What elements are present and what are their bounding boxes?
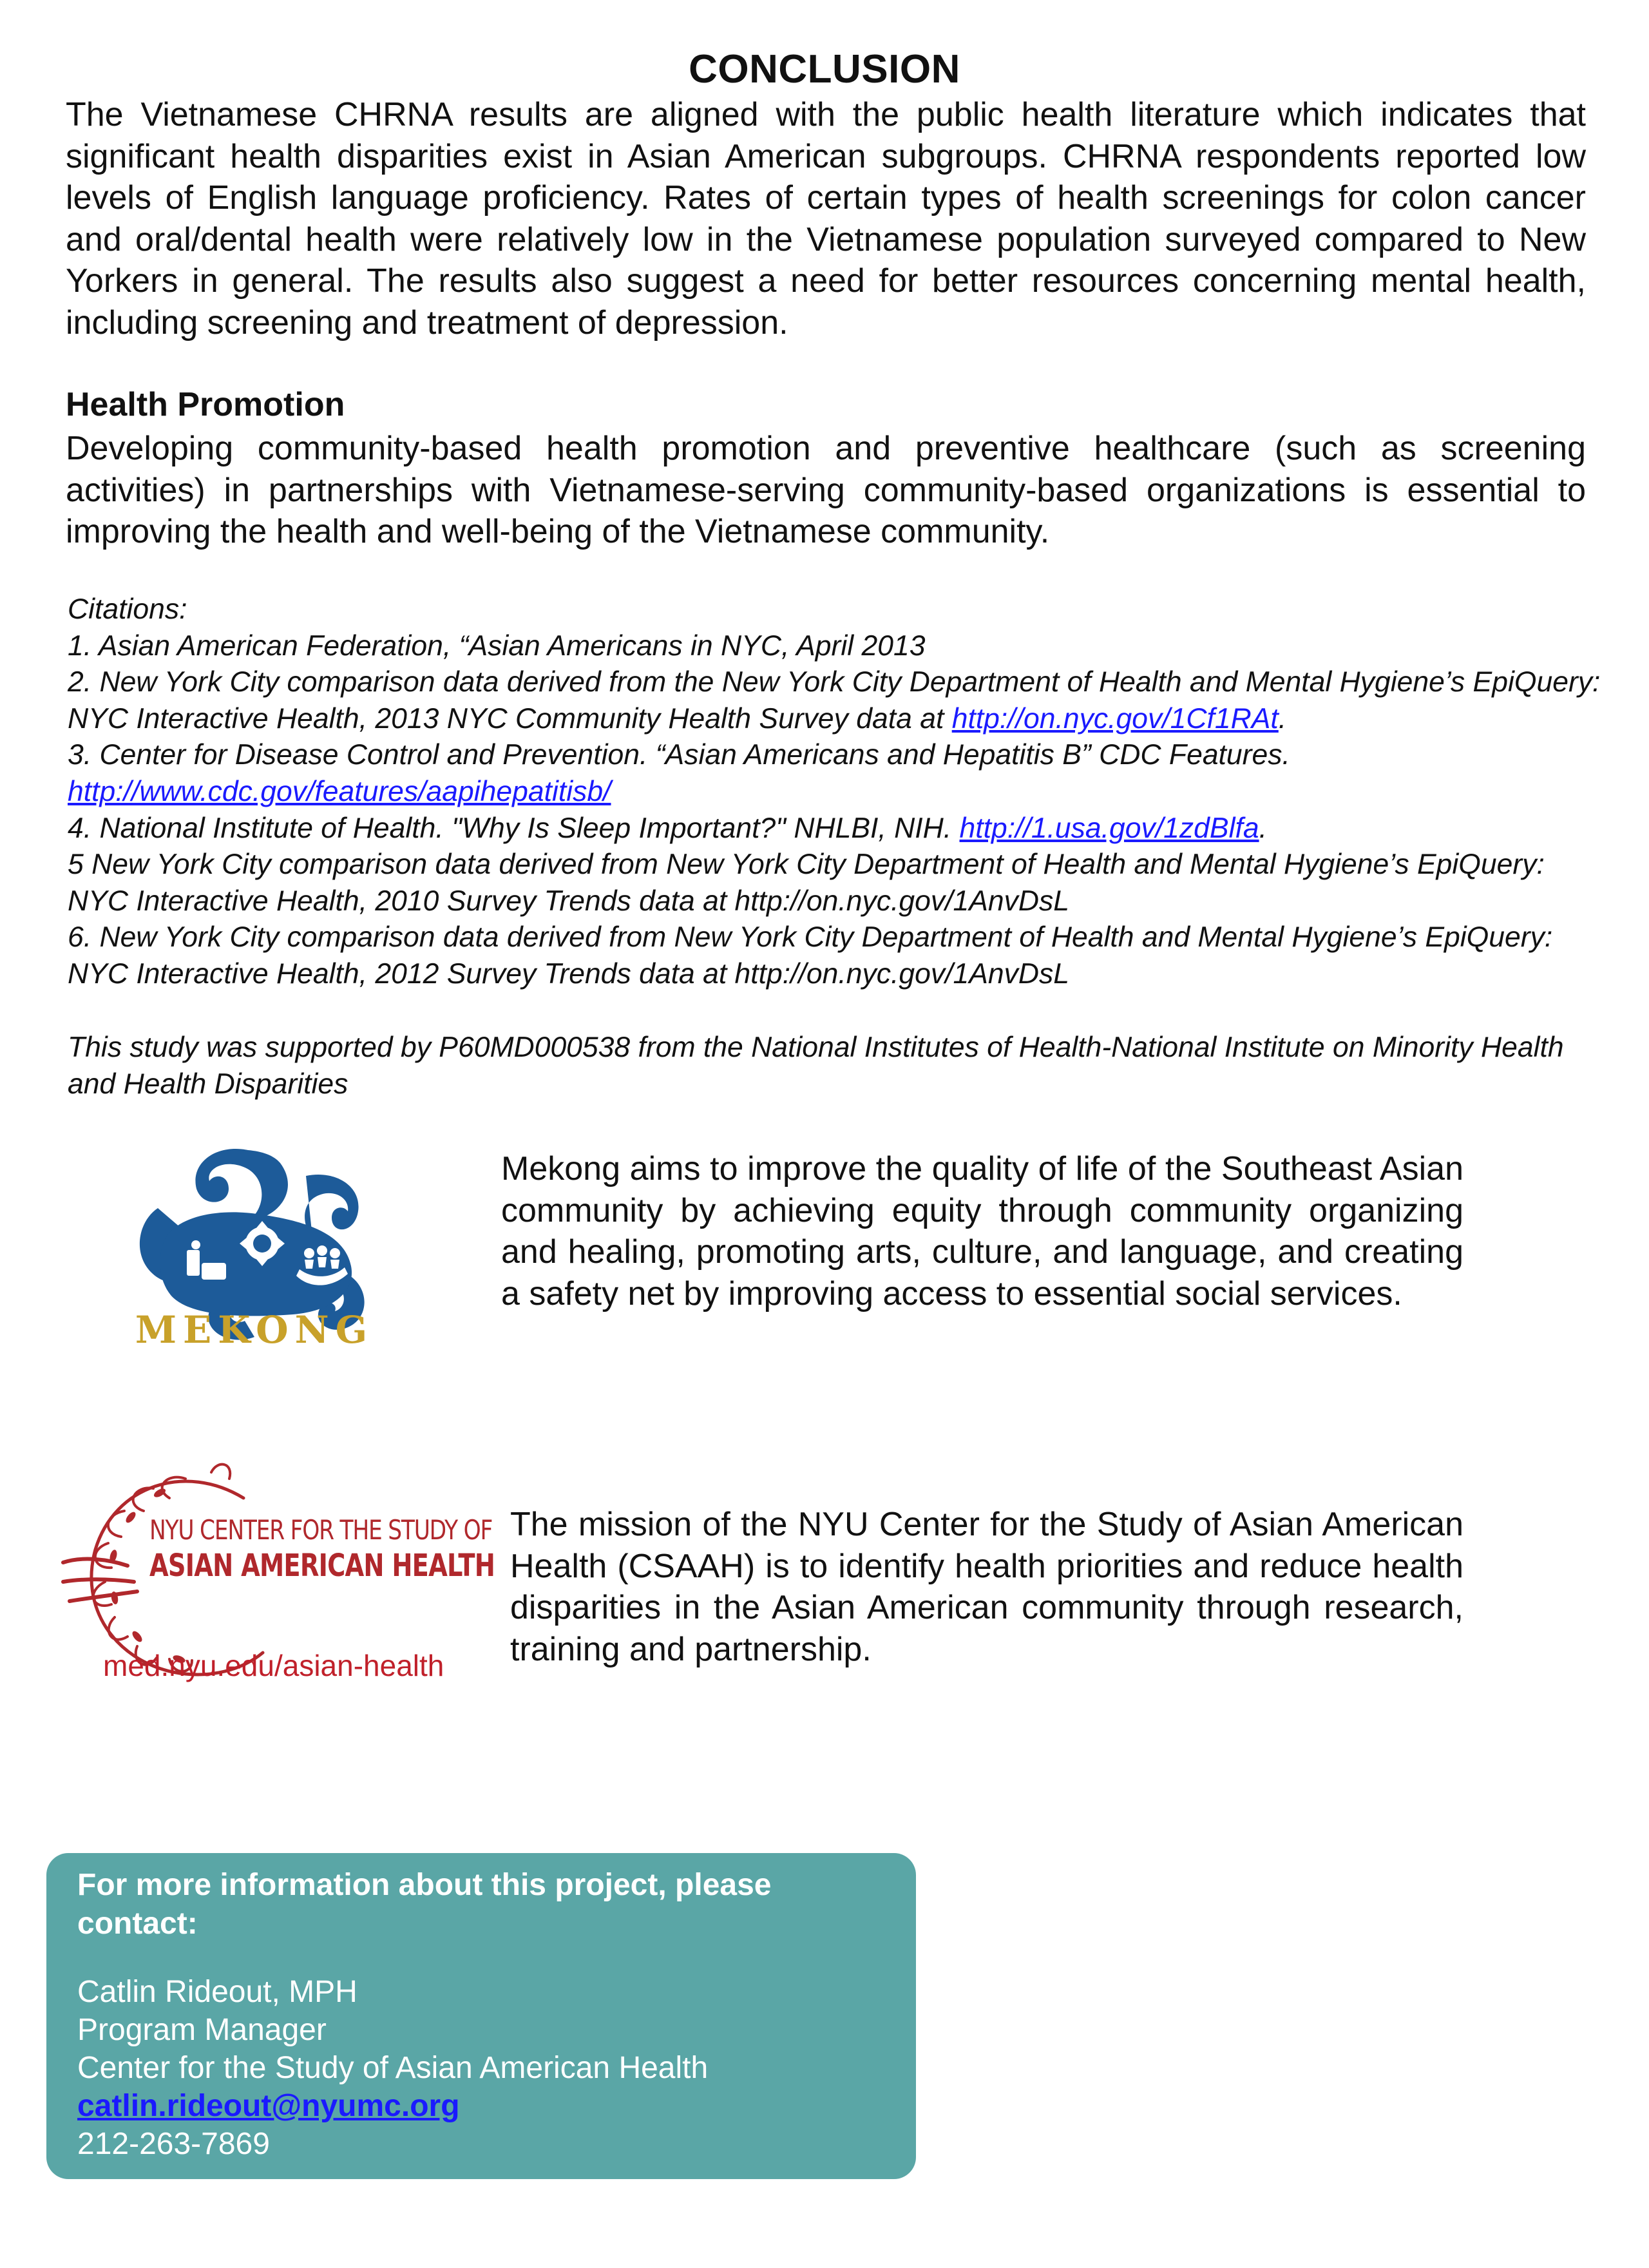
contact-org: Center for the Study of Asian American Health (77, 2051, 709, 2085)
citation-2 (68, 664, 1601, 737)
citation-4 (68, 811, 1601, 847)
conclusion-title: CONCLUSION (689, 47, 960, 91)
contact-box (46, 1853, 916, 2179)
citation-4-link[interactable]: http://1.usa.gov/1zdBlfa (959, 812, 1259, 844)
mekong-description: Mekong aims to improve the quality of life of the Southeast Asian community by achieving equity through community organizing and healing, promoting arts, culture, and language, and creating a safety net by improving access to essential social services. (501, 1150, 1463, 1312)
contact-email-link[interactable]: catlin.rideout@nyumc.org (77, 2089, 460, 2123)
contact-phone: 212-263-7869 (77, 2127, 270, 2161)
csaah-logo-text-line1: NYU CENTER FOR THE STUDY OF (149, 1514, 493, 1546)
health-promotion-paragraph: Developing community-based health promotion and preventive healthcare (such as screening activities) in partnerships with Vietnamese-serving community-based organizations is essential to improving the health and well-being of the Vietnamese community. (66, 430, 1586, 550)
citation-2-text: 2. New York City comparison data derived from the New York City Department of Health and Mental Hygiene’s EpiQuery: NYC Interactive Health, 2013 NYC Community Health Survey data at (68, 666, 1601, 735)
citation-2-end: . (1278, 702, 1287, 735)
csaah-url[interactable]: med.nyu.edu/asian-health (103, 1649, 444, 1682)
citation-4-end: . (1259, 812, 1267, 844)
citation-3-link-line (68, 774, 1601, 811)
contact-role: Program Manager (77, 2013, 327, 2047)
citation-3-link[interactable]: http://www.cdc.gov/features/aapihepatitisb/ (68, 775, 611, 807)
csaah-description: The mission of the NYU Center for the Study of Asian American Health (CSAAH) is to identify health priorities and reduce health disparities in the Asian American community through research, training and partnership. (510, 1506, 1463, 1668)
csaah-logo-text-line2: ASIAN AMERICAN HEALTH (149, 1548, 495, 1584)
contact-details (77, 1973, 708, 2163)
citations-heading: Citations: (68, 593, 187, 625)
citation-5: 5 New York City comparison data derived from New York City Department of Health and Mental Hygiene’s EpiQuery: NYC Interactive Health, 2010 Survey Trends data at http://on.nyc.gov/1AnvDsL (68, 849, 1545, 917)
funding-note: This study was supported by P60MD000538 from the National Institutes of Health-National Institute on Minority Health and Health Disparities (68, 1032, 1564, 1100)
contact-heading: For more information about this project, please contact: (77, 1868, 772, 1941)
citation-6: 6. New York City comparison data derived from New York City Department of Health and Mental Hygiene’s EpiQuery: NYC Interactive Health, 2012 Survey Trends data at http://on.nyc.gov/1AnvDsL (68, 921, 1553, 990)
health-promotion-heading: Health Promotion (66, 386, 345, 423)
citation-3: 3. Center for Disease Control and Prevention. “Asian Americans and Hepatitis B” CDC Features. (68, 739, 1290, 771)
citation-4-text: 4. National Institute of Health. "Why Is Sleep Important?" NHLBI, NIH. (68, 812, 960, 844)
citations-block (68, 591, 1601, 993)
conclusion-paragraph: The Vietnamese CHRNA results are aligned with the public health literature which indicates that significant health disparities exist in Asian American subgroups. CHRNA respondents reported low levels of English language proficiency. Rates of certain types of health screenings for colon cancer and oral/dental health were relatively low in the Vietnamese population surveyed compared to New Yorkers in general. The results also suggest a need for better resources concerning mental health, including screening and treatment of depression. (66, 96, 1586, 341)
citation-2-link[interactable]: http://on.nyc.gov/1Cf1RAt (951, 702, 1279, 735)
citation-1: 1. Asian American Federation, “Asian Americans in NYC, April 2013 (68, 629, 926, 662)
contact-name: Catlin Rideout, MPH (77, 1975, 357, 2009)
mekong-wordmark: MEKONG (135, 1308, 374, 1352)
